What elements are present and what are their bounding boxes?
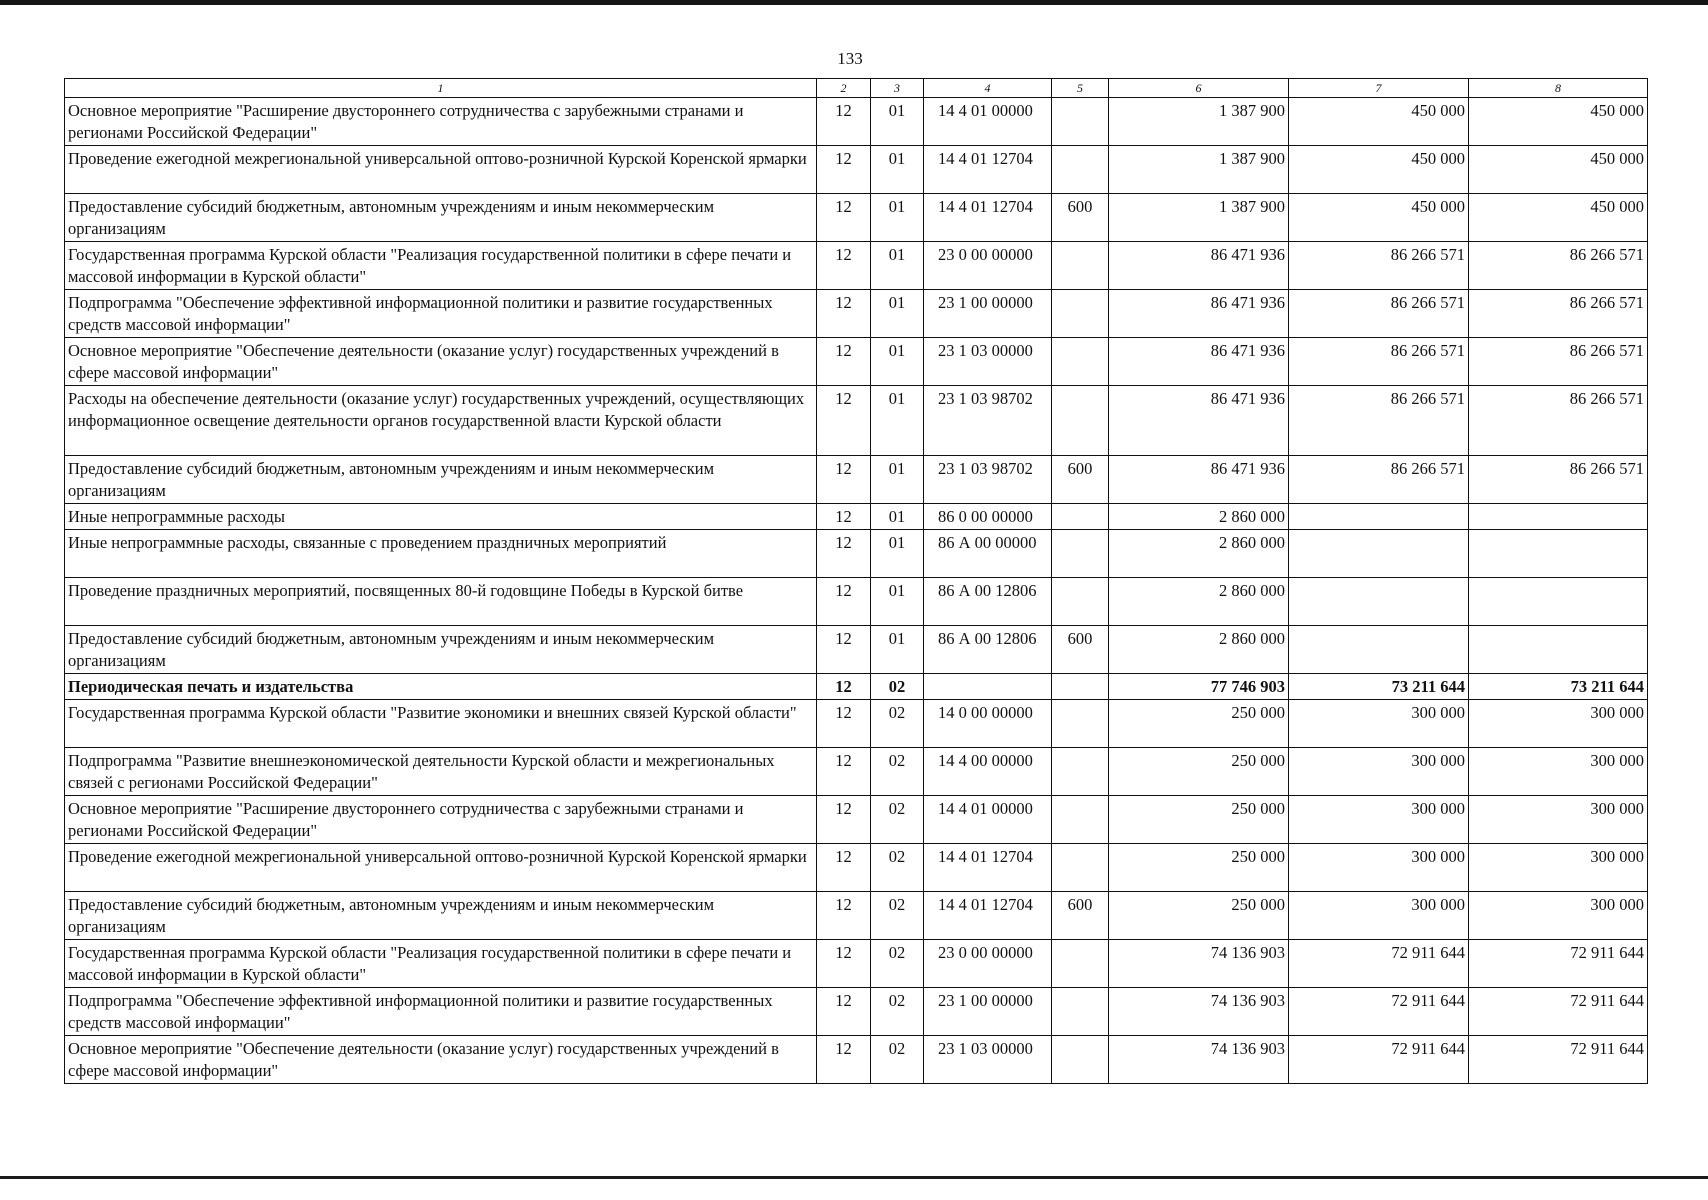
table-row — [65, 940, 1648, 988]
amount-col7-cell: 86 266 571 — [1289, 456, 1469, 504]
subsection-code-cell: 02 — [871, 1036, 924, 1084]
amount-col7-cell: 86 266 571 — [1289, 386, 1469, 456]
table-row — [65, 674, 1648, 700]
amount-col7-cell: 450 000 — [1289, 98, 1469, 146]
amount-col8-cell: 72 911 644 — [1469, 940, 1648, 988]
expense-name-cell: Основное мероприятие "Обеспечение деятельности (оказание услуг) государственных учреждений в сфере массовой информации" — [65, 1036, 817, 1084]
subsection-code-cell: 02 — [871, 892, 924, 940]
expense-type-cell — [1052, 530, 1109, 578]
expense-type-cell — [1052, 796, 1109, 844]
amount-col6-cell: 74 136 903 — [1109, 1036, 1289, 1084]
amount-col8-cell: 300 000 — [1469, 796, 1648, 844]
expense-type-cell: 600 — [1052, 194, 1109, 242]
amount-col6-cell: 86 471 936 — [1109, 456, 1289, 504]
amount-col8-cell: 86 266 571 — [1469, 290, 1648, 338]
amount-col6-cell: 74 136 903 — [1109, 988, 1289, 1036]
expense-name-cell: Предоставление субсидий бюджетным, автономным учреждениям и иным некоммерческим организациям — [65, 194, 817, 242]
expense-type-cell — [1052, 242, 1109, 290]
amount-col8-cell — [1469, 578, 1648, 626]
target-article-cell: 86 0 00 00000 — [924, 504, 1052, 530]
table-row — [65, 578, 1648, 626]
table-row — [65, 456, 1648, 504]
amount-col6-cell: 2 860 000 — [1109, 626, 1289, 674]
section-code-cell: 12 — [817, 748, 871, 796]
amount-col8-cell: 450 000 — [1469, 146, 1648, 194]
amount-col8-cell — [1469, 530, 1648, 578]
expense-name-cell: Проведение ежегодной межрегиональной универсальной оптово-розничной Курской Коренской ярмарки — [65, 844, 817, 892]
subsection-code-cell: 01 — [871, 242, 924, 290]
section-code-cell: 12 — [817, 242, 871, 290]
target-article-cell: 86 А 00 00000 — [924, 530, 1052, 578]
amount-col7-cell: 300 000 — [1289, 844, 1469, 892]
amount-col8-cell: 300 000 — [1469, 700, 1648, 748]
amount-col6-cell: 74 136 903 — [1109, 940, 1289, 988]
amount-col7-cell: 450 000 — [1289, 146, 1469, 194]
amount-col6-cell: 250 000 — [1109, 796, 1289, 844]
expense-name-cell: Основное мероприятие "Обеспечение деятельности (оказание услуг) государственных учреждений в сфере массовой информации" — [65, 338, 817, 386]
amount-col7-cell: 300 000 — [1289, 748, 1469, 796]
amount-col6-cell: 250 000 — [1109, 892, 1289, 940]
subsection-code-cell: 01 — [871, 290, 924, 338]
expense-type-cell — [1052, 748, 1109, 796]
section-code-cell: 12 — [817, 892, 871, 940]
table-row — [65, 504, 1648, 530]
table-row — [65, 892, 1648, 940]
subsection-code-cell: 01 — [871, 456, 924, 504]
target-article-cell: 23 1 03 00000 — [924, 338, 1052, 386]
amount-col8-cell: 86 266 571 — [1469, 386, 1648, 456]
expense-name-cell: Подпрограмма "Обеспечение эффективной информационной политики и развитие государственных средств массовой информации" — [65, 988, 817, 1036]
expense-type-cell — [1052, 674, 1109, 700]
subsection-code-cell: 01 — [871, 146, 924, 194]
table-row — [65, 530, 1648, 578]
scan-border-top — [0, 0, 1708, 5]
table-row — [65, 1036, 1648, 1084]
amount-col7-cell: 73 211 644 — [1289, 674, 1469, 700]
expense-type-cell — [1052, 504, 1109, 530]
section-code-cell: 12 — [817, 456, 871, 504]
budget-table-container — [64, 78, 1647, 1084]
amount-col6-cell: 86 471 936 — [1109, 386, 1289, 456]
amount-col8-cell — [1469, 504, 1648, 530]
amount-col7-cell: 86 266 571 — [1289, 290, 1469, 338]
scan-border-bottom — [0, 1176, 1708, 1179]
target-article-cell: 23 0 00 00000 — [924, 242, 1052, 290]
expense-type-cell — [1052, 844, 1109, 892]
table-row — [65, 194, 1648, 242]
column-header: 3 — [871, 79, 924, 98]
amount-col8-cell: 450 000 — [1469, 98, 1648, 146]
section-code-cell: 12 — [817, 796, 871, 844]
section-code-cell: 12 — [817, 940, 871, 988]
section-code-cell: 12 — [817, 844, 871, 892]
amount-col6-cell: 86 471 936 — [1109, 290, 1289, 338]
expense-name-cell: Государственная программа Курской области "Развитие экономики и внешних связей Курской области" — [65, 700, 817, 748]
amount-col8-cell: 73 211 644 — [1469, 674, 1648, 700]
amount-col6-cell: 1 387 900 — [1109, 98, 1289, 146]
target-article-cell: 86 А 00 12806 — [924, 578, 1052, 626]
table-row — [65, 146, 1648, 194]
expense-type-cell — [1052, 338, 1109, 386]
expense-type-cell — [1052, 940, 1109, 988]
target-article-cell: 23 1 03 98702 — [924, 386, 1052, 456]
section-code-cell: 12 — [817, 578, 871, 626]
table-row — [65, 242, 1648, 290]
subsection-code-cell: 01 — [871, 194, 924, 242]
target-article-cell: 14 4 01 00000 — [924, 98, 1052, 146]
target-article-cell: 14 4 01 12704 — [924, 844, 1052, 892]
expense-name-cell: Предоставление субсидий бюджетным, автономным учреждениям и иным некоммерческим организациям — [65, 626, 817, 674]
amount-col7-cell — [1289, 578, 1469, 626]
section-code-cell: 12 — [817, 146, 871, 194]
target-article-cell: 23 0 00 00000 — [924, 940, 1052, 988]
expense-name-cell: Проведение ежегодной межрегиональной универсальной оптово-розничной Курской Коренской ярмарки — [65, 146, 817, 194]
section-code-cell: 12 — [817, 674, 871, 700]
amount-col8-cell: 72 911 644 — [1469, 988, 1648, 1036]
column-header: 6 — [1109, 79, 1289, 98]
expense-type-cell — [1052, 1036, 1109, 1084]
amount-col8-cell: 450 000 — [1469, 194, 1648, 242]
column-header: 1 — [65, 79, 817, 98]
expense-type-cell — [1052, 146, 1109, 194]
expense-type-cell — [1052, 700, 1109, 748]
amount-col8-cell: 300 000 — [1469, 844, 1648, 892]
column-header: 4 — [924, 79, 1052, 98]
section-code-cell: 12 — [817, 386, 871, 456]
table-row — [65, 796, 1648, 844]
amount-col6-cell: 250 000 — [1109, 700, 1289, 748]
expense-type-cell — [1052, 988, 1109, 1036]
subsection-code-cell: 02 — [871, 674, 924, 700]
expense-name-cell: Предоставление субсидий бюджетным, автономным учреждениям и иным некоммерческим организациям — [65, 892, 817, 940]
table-row — [65, 988, 1648, 1036]
section-code-cell: 12 — [817, 338, 871, 386]
target-article-cell: 14 0 00 00000 — [924, 700, 1052, 748]
table-row — [65, 844, 1648, 892]
subsection-code-cell: 01 — [871, 626, 924, 674]
amount-col6-cell: 1 387 900 — [1109, 194, 1289, 242]
table-row — [65, 386, 1648, 456]
subsection-code-cell: 02 — [871, 844, 924, 892]
table-row — [65, 700, 1648, 748]
target-article-cell: 14 4 01 12704 — [924, 146, 1052, 194]
amount-col8-cell: 72 911 644 — [1469, 1036, 1648, 1084]
section-code-cell: 12 — [817, 194, 871, 242]
amount-col7-cell — [1289, 504, 1469, 530]
target-article-cell: 23 1 00 00000 — [924, 988, 1052, 1036]
amount-col6-cell: 2 860 000 — [1109, 578, 1289, 626]
expense-name-cell: Периодическая печать и издательства — [65, 674, 817, 700]
table-row — [65, 98, 1648, 146]
amount-col7-cell: 300 000 — [1289, 796, 1469, 844]
section-code-cell: 12 — [817, 98, 871, 146]
expense-type-cell: 600 — [1052, 456, 1109, 504]
table-row — [65, 290, 1648, 338]
page-number: 133 — [837, 49, 863, 68]
table-body — [65, 79, 1648, 1084]
amount-col6-cell: 86 471 936 — [1109, 338, 1289, 386]
amount-col8-cell — [1469, 626, 1648, 674]
column-header: 8 — [1469, 79, 1648, 98]
column-header: 2 — [817, 79, 871, 98]
amount-col7-cell — [1289, 626, 1469, 674]
expense-name-cell: Предоставление субсидий бюджетным, автономным учреждениям и иным некоммерческим организациям — [65, 456, 817, 504]
target-article-cell: 23 1 03 00000 — [924, 1036, 1052, 1084]
expense-name-cell: Подпрограмма "Развитие внешнеэкономической деятельности Курской области и межрегиональных связей с регионами Российской Федерации" — [65, 748, 817, 796]
subsection-code-cell: 02 — [871, 700, 924, 748]
amount-col7-cell: 72 911 644 — [1289, 1036, 1469, 1084]
section-code-cell: 12 — [817, 988, 871, 1036]
expense-type-cell — [1052, 290, 1109, 338]
amount-col6-cell: 1 387 900 — [1109, 146, 1289, 194]
target-article-cell: 14 4 01 12704 — [924, 892, 1052, 940]
amount-col8-cell: 86 266 571 — [1469, 242, 1648, 290]
table-row — [65, 626, 1648, 674]
expense-type-cell — [1052, 98, 1109, 146]
subsection-code-cell: 01 — [871, 98, 924, 146]
section-code-cell: 12 — [817, 504, 871, 530]
table-row — [65, 748, 1648, 796]
subsection-code-cell: 02 — [871, 748, 924, 796]
target-article-cell: 14 4 01 00000 — [924, 796, 1052, 844]
expense-name-cell: Основное мероприятие "Расширение двустороннего сотрудничества с зарубежными странами и регионами Российской Федерации" — [65, 98, 817, 146]
column-header: 7 — [1289, 79, 1469, 98]
target-article-cell: 14 4 00 00000 — [924, 748, 1052, 796]
subsection-code-cell: 02 — [871, 988, 924, 1036]
expense-name-cell: Основное мероприятие "Расширение двустороннего сотрудничества с зарубежными странами и регионами Российской Федерации" — [65, 796, 817, 844]
amount-col7-cell: 72 911 644 — [1289, 940, 1469, 988]
subsection-code-cell: 02 — [871, 796, 924, 844]
amount-col6-cell: 2 860 000 — [1109, 504, 1289, 530]
amount-col6-cell: 250 000 — [1109, 844, 1289, 892]
subsection-code-cell: 01 — [871, 386, 924, 456]
target-article-cell — [924, 674, 1052, 700]
section-code-cell: 12 — [817, 700, 871, 748]
expense-type-cell: 600 — [1052, 892, 1109, 940]
target-article-cell: 86 А 00 12806 — [924, 626, 1052, 674]
amount-col7-cell: 86 266 571 — [1289, 338, 1469, 386]
section-code-cell: 12 — [817, 290, 871, 338]
amount-col8-cell: 86 266 571 — [1469, 338, 1648, 386]
amount-col6-cell: 2 860 000 — [1109, 530, 1289, 578]
target-article-cell: 23 1 03 98702 — [924, 456, 1052, 504]
expense-name-cell: Иные непрограммные расходы, связанные с проведением праздничных мероприятий — [65, 530, 817, 578]
budget-table — [64, 78, 1648, 1084]
amount-col7-cell: 86 266 571 — [1289, 242, 1469, 290]
subsection-code-cell: 01 — [871, 578, 924, 626]
amount-col7-cell: 72 911 644 — [1289, 988, 1469, 1036]
amount-col7-cell — [1289, 530, 1469, 578]
expense-type-cell: 600 — [1052, 626, 1109, 674]
amount-col6-cell: 250 000 — [1109, 748, 1289, 796]
subsection-code-cell: 02 — [871, 940, 924, 988]
table-row — [65, 338, 1648, 386]
amount-col8-cell: 300 000 — [1469, 892, 1648, 940]
amount-col7-cell: 300 000 — [1289, 892, 1469, 940]
column-number-row — [65, 79, 1648, 98]
expense-name-cell: Расходы на обеспечение деятельности (оказание услуг) государственных учреждений, осуществляющих информационное освещение деятельности органов государственной власти Курской области — [65, 386, 817, 456]
section-code-cell: 12 — [817, 1036, 871, 1084]
section-code-cell: 12 — [817, 530, 871, 578]
amount-col7-cell: 450 000 — [1289, 194, 1469, 242]
amount-col8-cell: 300 000 — [1469, 748, 1648, 796]
expense-type-cell — [1052, 386, 1109, 456]
subsection-code-cell: 01 — [871, 530, 924, 578]
column-header: 5 — [1052, 79, 1109, 98]
target-article-cell: 23 1 00 00000 — [924, 290, 1052, 338]
expense-name-cell: Государственная программа Курской области "Реализация государственной политики в сфере печати и массовой информации в Курской области" — [65, 242, 817, 290]
amount-col6-cell: 86 471 936 — [1109, 242, 1289, 290]
amount-col8-cell: 86 266 571 — [1469, 456, 1648, 504]
expense-name-cell: Подпрограмма "Обеспечение эффективной информационной политики и развитие государственных средств массовой информации" — [65, 290, 817, 338]
subsection-code-cell: 01 — [871, 338, 924, 386]
expense-name-cell: Государственная программа Курской области "Реализация государственной политики в сфере печати и массовой информации в Курской области" — [65, 940, 817, 988]
expense-name-cell: Иные непрограммные расходы — [65, 504, 817, 530]
target-article-cell: 14 4 01 12704 — [924, 194, 1052, 242]
expense-type-cell — [1052, 578, 1109, 626]
amount-col6-cell: 77 746 903 — [1109, 674, 1289, 700]
subsection-code-cell: 01 — [871, 504, 924, 530]
expense-name-cell: Проведение праздничных мероприятий, посвященных 80-й годовщине Победы в Курской битве — [65, 578, 817, 626]
amount-col7-cell: 300 000 — [1289, 700, 1469, 748]
section-code-cell: 12 — [817, 626, 871, 674]
